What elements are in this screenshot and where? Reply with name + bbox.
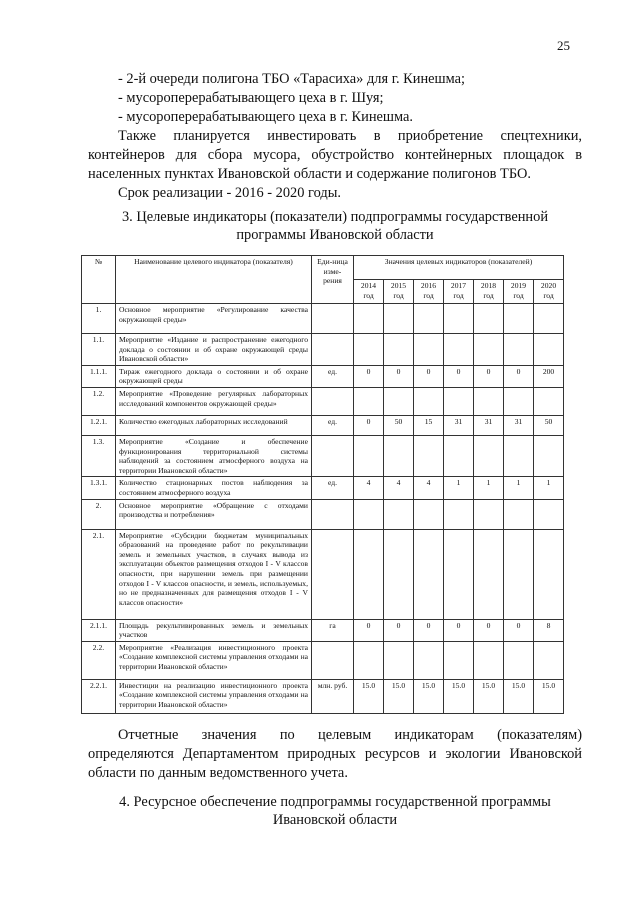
row-value-cell: 0 <box>474 619 504 641</box>
header-name: Наименование целевого индикатора (показателя) <box>116 256 312 304</box>
table-row <box>82 619 564 641</box>
row-name-cell: Инвестиции на реализацию инвестиционного проекта «Создание комплексной системы управления отходами на территории Ивановской области» <box>116 679 312 713</box>
row-value-cell <box>414 641 444 679</box>
row-value-cell <box>504 304 534 334</box>
table-row <box>82 415 564 435</box>
row-unit-cell <box>312 435 354 476</box>
row-unit-cell <box>312 499 354 529</box>
row-value-cell: 200 <box>534 365 564 387</box>
row-value-cell <box>354 334 384 366</box>
row-value-cell <box>534 387 564 415</box>
row-num-cell: 1.1.1. <box>82 365 116 387</box>
row-num-cell: 1.2. <box>82 387 116 415</box>
table-row <box>82 529 564 619</box>
row-value-cell: 15.0 <box>414 679 444 713</box>
row-value-cell <box>444 641 474 679</box>
row-value-cell <box>414 529 444 619</box>
row-value-cell <box>444 334 474 366</box>
table-row <box>82 304 564 334</box>
header-year: 2016 год <box>414 280 444 304</box>
row-value-cell <box>474 435 504 476</box>
row-value-cell: 4 <box>354 477 384 499</box>
row-value-cell <box>414 435 444 476</box>
row-num-cell: 1.2.1. <box>82 415 116 435</box>
section4-title <box>88 793 582 829</box>
row-value-cell: 15.0 <box>384 679 414 713</box>
row-value-cell <box>414 334 444 366</box>
row-value-cell: 15 <box>414 415 444 435</box>
row-name-cell: Количество ежегодных лабораторных исследований <box>116 415 312 435</box>
row-value-cell <box>534 529 564 619</box>
row-value-cell <box>384 387 414 415</box>
row-unit-cell <box>312 334 354 366</box>
row-unit-cell: ед. <box>312 365 354 387</box>
row-value-cell <box>474 641 504 679</box>
row-value-cell <box>444 499 474 529</box>
row-unit-cell <box>312 304 354 334</box>
row-value-cell: 0 <box>354 619 384 641</box>
row-value-cell <box>414 304 444 334</box>
section4-title-line: Ивановской области <box>272 812 398 828</box>
row-value-cell: 1 <box>444 477 474 499</box>
header-year: 2019 год <box>504 280 534 304</box>
header-unit: Еди-ница изме-рения <box>312 256 354 304</box>
row-value-cell: 0 <box>504 365 534 387</box>
row-num-cell: 1.3.1. <box>82 477 116 499</box>
row-value-cell: 15.0 <box>444 679 474 713</box>
outro-line: области по данным ведомственного учета. <box>88 765 348 781</box>
row-value-cell <box>354 641 384 679</box>
row-value-cell <box>354 435 384 476</box>
row-value-cell: 8 <box>534 619 564 641</box>
row-value-cell <box>384 529 414 619</box>
header-year: 2014 год <box>354 280 384 304</box>
row-num-cell: 2.2. <box>82 641 116 679</box>
row-value-cell <box>534 499 564 529</box>
row-value-cell <box>504 435 534 476</box>
table-row <box>82 334 564 366</box>
row-value-cell: 0 <box>384 365 414 387</box>
row-value-cell: 0 <box>444 619 474 641</box>
row-unit-cell: ед. <box>312 415 354 435</box>
row-value-cell <box>414 387 444 415</box>
page-number: 25 <box>557 38 570 53</box>
row-value-cell <box>474 499 504 529</box>
row-value-cell <box>504 529 534 619</box>
row-value-cell <box>414 499 444 529</box>
row-value-cell <box>354 387 384 415</box>
intro-line: - 2-й очереди полигона ТБО «Тарасиха» для г. Кинешма; <box>118 71 466 87</box>
row-value-cell <box>384 334 414 366</box>
row-value-cell <box>534 334 564 366</box>
row-value-cell <box>504 499 534 529</box>
row-value-cell <box>354 304 384 334</box>
table-row <box>82 499 564 529</box>
row-name-cell: Основное мероприятие «Регулирование качества окружающей среды» <box>116 304 312 334</box>
row-value-cell: 0 <box>354 415 384 435</box>
section3-title-line: программы Ивановской области <box>236 227 434 243</box>
table-row <box>82 435 564 476</box>
row-unit-cell <box>312 387 354 415</box>
section3-title-line: 3. Целевые индикаторы (показатели) подпрограммы государственной <box>121 209 549 225</box>
outro-block <box>88 726 582 783</box>
row-value-cell <box>474 304 504 334</box>
table-row <box>82 679 564 713</box>
row-value-cell: 0 <box>444 365 474 387</box>
row-value-cell: 1 <box>474 477 504 499</box>
section4-title-line: 4. Ресурсное обеспечение подпрограммы государственной программы <box>119 794 551 810</box>
row-num-cell: 1.3. <box>82 435 116 476</box>
table-row <box>82 387 564 415</box>
row-value-cell <box>384 304 414 334</box>
row-value-cell: 15.0 <box>354 679 384 713</box>
row-unit-cell <box>312 641 354 679</box>
row-value-cell: 0 <box>354 365 384 387</box>
row-name-cell: Количество стационарных постов наблюдения за состоянием атмосферного воздуха <box>116 477 312 499</box>
row-value-cell: 4 <box>384 477 414 499</box>
row-num-cell: 1.1. <box>82 334 116 366</box>
row-name-cell: Тираж ежегодного доклада о состоянии и об охране окружающей среды <box>116 365 312 387</box>
row-unit-cell: млн. руб. <box>312 679 354 713</box>
row-unit-cell: ед. <box>312 477 354 499</box>
table-row <box>82 641 564 679</box>
row-value-cell: 15.0 <box>504 679 534 713</box>
outro-line: определяются Департаментом природных ресурсов и экологии Ивановской <box>88 746 582 762</box>
intro-line: - мусороперерабатывающего цеха в г. Кинешма. <box>118 109 413 125</box>
row-value-cell <box>384 435 414 476</box>
row-num-cell: 2. <box>82 499 116 529</box>
row-name-cell: Мероприятие «Создание и обеспечение функционирования территориальной системы наблюдений за состоянием атмосферного воздуха на территории Ивановской области» <box>116 435 312 476</box>
table-row <box>82 365 564 387</box>
row-name-cell: Основное мероприятие «Обращение с отходами производства и потребления» <box>116 499 312 529</box>
header-year: 2017 год <box>444 280 474 304</box>
row-value-cell <box>384 641 414 679</box>
row-value-cell: 0 <box>414 619 444 641</box>
row-value-cell <box>444 387 474 415</box>
intro-line: - мусороперерабатывающего цеха в г. Шуя; <box>118 90 384 106</box>
row-value-cell <box>444 435 474 476</box>
row-value-cell <box>534 641 564 679</box>
row-value-cell: 0 <box>504 619 534 641</box>
table-row <box>82 477 564 499</box>
row-name-cell: Мероприятие «Реализация инвестиционного проекта «Создание комплексной системы управления отходами на территории Ивановской области» <box>116 641 312 679</box>
row-num-cell: 2.2.1. <box>82 679 116 713</box>
row-value-cell: 0 <box>384 619 414 641</box>
row-value-cell <box>384 499 414 529</box>
row-value-cell <box>444 304 474 334</box>
row-value-cell <box>474 387 504 415</box>
row-value-cell: 50 <box>384 415 414 435</box>
row-value-cell: 31 <box>444 415 474 435</box>
row-name-cell: Мероприятие «Проведение регулярных лабораторных исследований компонентов окружающей среды» <box>116 387 312 415</box>
row-value-cell <box>474 529 504 619</box>
intro-block <box>88 70 582 203</box>
row-value-cell <box>354 529 384 619</box>
intro-paragraph-line: Также планируется инвестировать в приобретение спецтехники, <box>118 128 582 144</box>
intro-term: Срок реализации - 2016 - 2020 годы. <box>118 185 341 201</box>
intro-paragraph-line: населенных пунктах Ивановской области и содержание полигонов ТБО. <box>88 166 532 182</box>
header-year: 2018 год <box>474 280 504 304</box>
header-num: № <box>82 256 116 304</box>
section3-title <box>88 208 582 244</box>
row-unit-cell <box>312 529 354 619</box>
row-name-cell: Мероприятие «Издание и распространение ежегодного доклада о состоянии и об охране окружающей среды Ивановской области» <box>116 334 312 366</box>
row-value-cell <box>444 529 474 619</box>
row-value-cell: 1 <box>504 477 534 499</box>
indicators-table <box>81 255 564 714</box>
row-value-cell <box>534 304 564 334</box>
row-value-cell <box>534 435 564 476</box>
outro-line: Отчетные значения по целевым индикаторам (показателям) <box>118 727 582 743</box>
row-num-cell: 1. <box>82 304 116 334</box>
table-body <box>82 304 564 714</box>
row-value-cell: 0 <box>474 365 504 387</box>
header-values: Значения целевых индикаторов (показателей) <box>354 256 564 280</box>
row-value-cell: 15.0 <box>474 679 504 713</box>
row-name-cell: Мероприятие «Субсидии бюджетам муниципальных образований на проведение работ по рекультивации земель и земельных участков, в случаях вывода из эксплуатации объектов размещения отходов I - V классов опасности, при нарушении земель при размещении отходов I - V классов опасности, и земель, используемых, но не предназначенных для размещения отходов I - V классов опасности» <box>116 529 312 619</box>
row-value-cell: 4 <box>414 477 444 499</box>
row-value-cell: 50 <box>534 415 564 435</box>
row-num-cell: 2.1. <box>82 529 116 619</box>
row-value-cell <box>504 334 534 366</box>
row-value-cell: 1 <box>534 477 564 499</box>
header-year: 2015 год <box>384 280 414 304</box>
row-value-cell <box>474 334 504 366</box>
row-unit-cell: га <box>312 619 354 641</box>
row-value-cell: 0 <box>414 365 444 387</box>
row-name-cell: Площадь рекультивированных земель и земельных участков <box>116 619 312 641</box>
row-value-cell <box>354 499 384 529</box>
row-value-cell: 31 <box>504 415 534 435</box>
row-value-cell <box>504 641 534 679</box>
row-value-cell: 31 <box>474 415 504 435</box>
intro-paragraph-line: контейнеров для сбора мусора, обустройство контейнерных площадок в <box>88 147 582 163</box>
row-num-cell: 2.1.1. <box>82 619 116 641</box>
row-value-cell: 15.0 <box>534 679 564 713</box>
header-year: 2020 год <box>534 280 564 304</box>
row-value-cell <box>504 387 534 415</box>
